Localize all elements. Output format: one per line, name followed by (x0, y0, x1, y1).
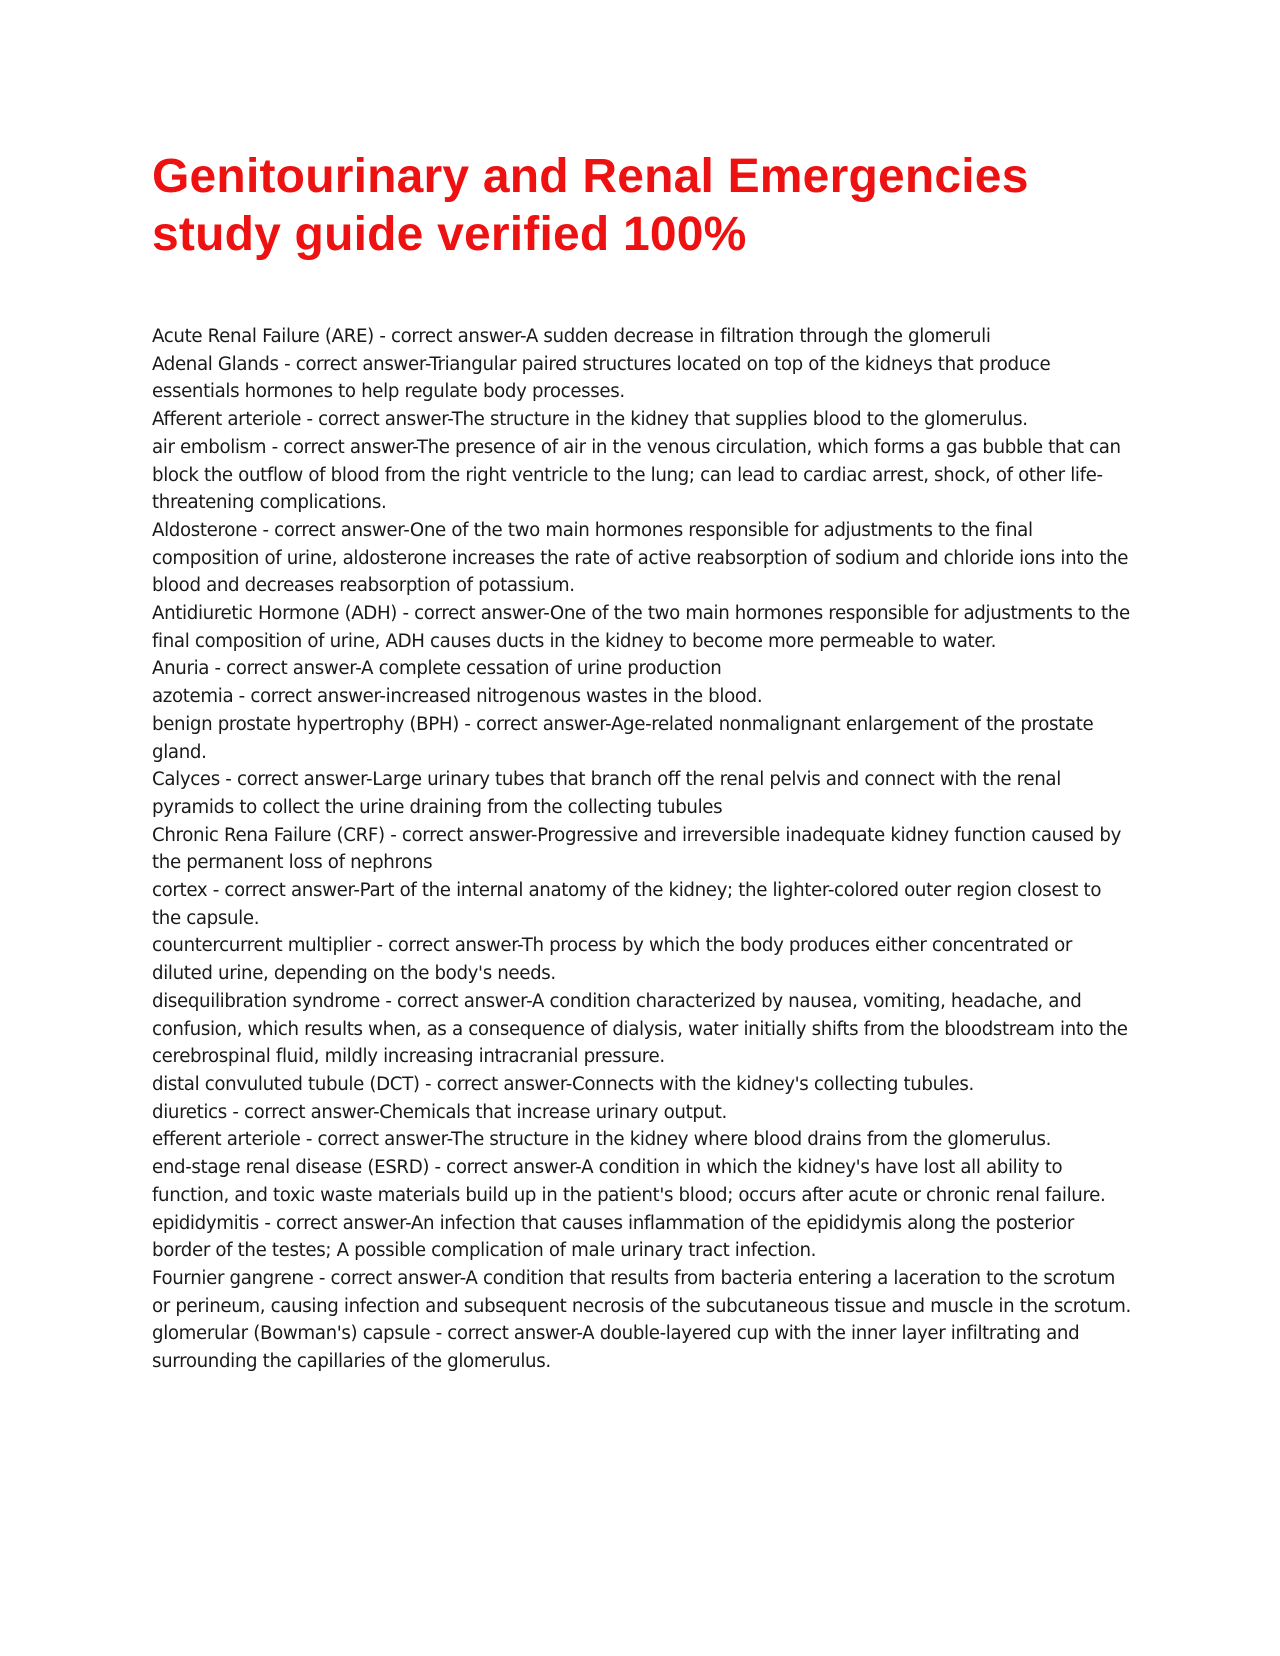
glossary-entry: benign prostate hypertrophy (BPH) - correct answer-Age-related nonmalignant enlargement of the prostate gland. (152, 713, 1094, 763)
glossary-entry: disequilibration syndrome - correct answer-A condition characterized by nausea, vomiting, headache, and confusion, which results when, as a consequence of dialysis, water initially shifts from the bloodstream into the cerebrospinal fluid, mildly increasing intracranial pressure. (152, 990, 1128, 1068)
glossary-entry: Fournier gangrene - correct answer-A condition that results from bacteria entering a laceration to the scrotum or perineum, causing infection and subsequent necrosis of the subcutaneous tissue and muscle in the scrotum. (152, 1267, 1131, 1317)
glossary-entry: air embolism - correct answer-The presence of air in the venous circulation, which forms a gas bubble that can block the outflow of blood from the right ventricle to the lung; can lead to cardiac arrest, shock, of other life-threatening complications. (152, 436, 1121, 514)
glossary-entry: Acute Renal Failure (ARE) - correct answer-A sudden decrease in filtration through the glomeruli (152, 326, 991, 347)
glossary-entry: Chronic Rena Failure (CRF) - correct answer-Progressive and irreversible inadequate kidney function caused by the permanent loss of nephrons (152, 824, 1122, 874)
title-line-1: Genitourinary and Renal Emergencies (152, 150, 1029, 203)
glossary-entry: distal convuluted tubule (DCT) - correct answer-Connects with the kidney's collecting tubules. (152, 1073, 974, 1095)
glossary-entry: end-stage renal disease (ESRD) - correct answer-A condition in which the kidney's have lost all ability to function, and toxic waste materials build up in the patient's blood; occurs after acute or chronic renal failure. (152, 1157, 1106, 1206)
glossary-entry: azotemia - correct answer-increased nitrogenous wastes in the blood. (152, 686, 763, 708)
glossary-entry: Antidiuretic Hormone (ADH) - correct answer-One of the two main hormones responsible for adjustments to the final composition of urine, ADH causes ducts in the kidney to become more permeable to water. (152, 603, 1130, 652)
title-line-2: study guide verified 100% (152, 208, 747, 261)
glossary-entry: epididymitis - correct answer-An infection that causes inflammation of the epididymis along the posterior border of the testes; A possible complication of male urinary tract infection. (152, 1212, 1074, 1262)
glossary-entry: Adenal Glands - correct answer-Triangular paired structures located on top of the kidneys that produce essentials hormones to help regulate body processes. (152, 353, 1051, 403)
glossary-entry: cortex - correct answer-Part of the internal anatomy of the kidney; the lighter-colored outer region closest to the capsule. (152, 880, 1102, 929)
glossary-entry: efferent arteriole - correct answer-The structure in the kidney where blood drains from the glomerulus. (152, 1129, 1052, 1151)
glossary-entry: glomerular (Bowman's) capsule - correct answer-A double-layered cup with the inner layer infiltrating and surrounding the capillaries of the glomerulus. (152, 1323, 1080, 1373)
glossary-entry: countercurrent multiplier - correct answer-Th process by which the body produces either concentrated or diluted urine, depending on the body's needs. (152, 935, 1073, 985)
glossary-list (152, 323, 1132, 1376)
glossary-entry: Aldosterone - correct answer-One of the two main hormones responsible for adjustments to the final composition of urine, aldosterone increases the rate of active reabsorption of sodium and chloride ions into the blood and decreases reabsorption of potassium. (152, 519, 1129, 597)
glossary-entry: diuretics - correct answer-Chemicals that increase urinary output. (152, 1101, 727, 1123)
document-title (152, 148, 1152, 264)
glossary-entry: Calyces - correct answer-Large urinary tubes that branch off the renal pelvis and connect with the renal pyramids to collect the urine draining from the collecting tubules (152, 769, 1061, 818)
glossary-entry: Anuria - correct answer-A complete cessation of urine production (152, 658, 722, 680)
glossary-entry: Afferent arteriole - correct answer-The structure in the kidney that supplies blood to the glomerulus. (152, 409, 1028, 431)
